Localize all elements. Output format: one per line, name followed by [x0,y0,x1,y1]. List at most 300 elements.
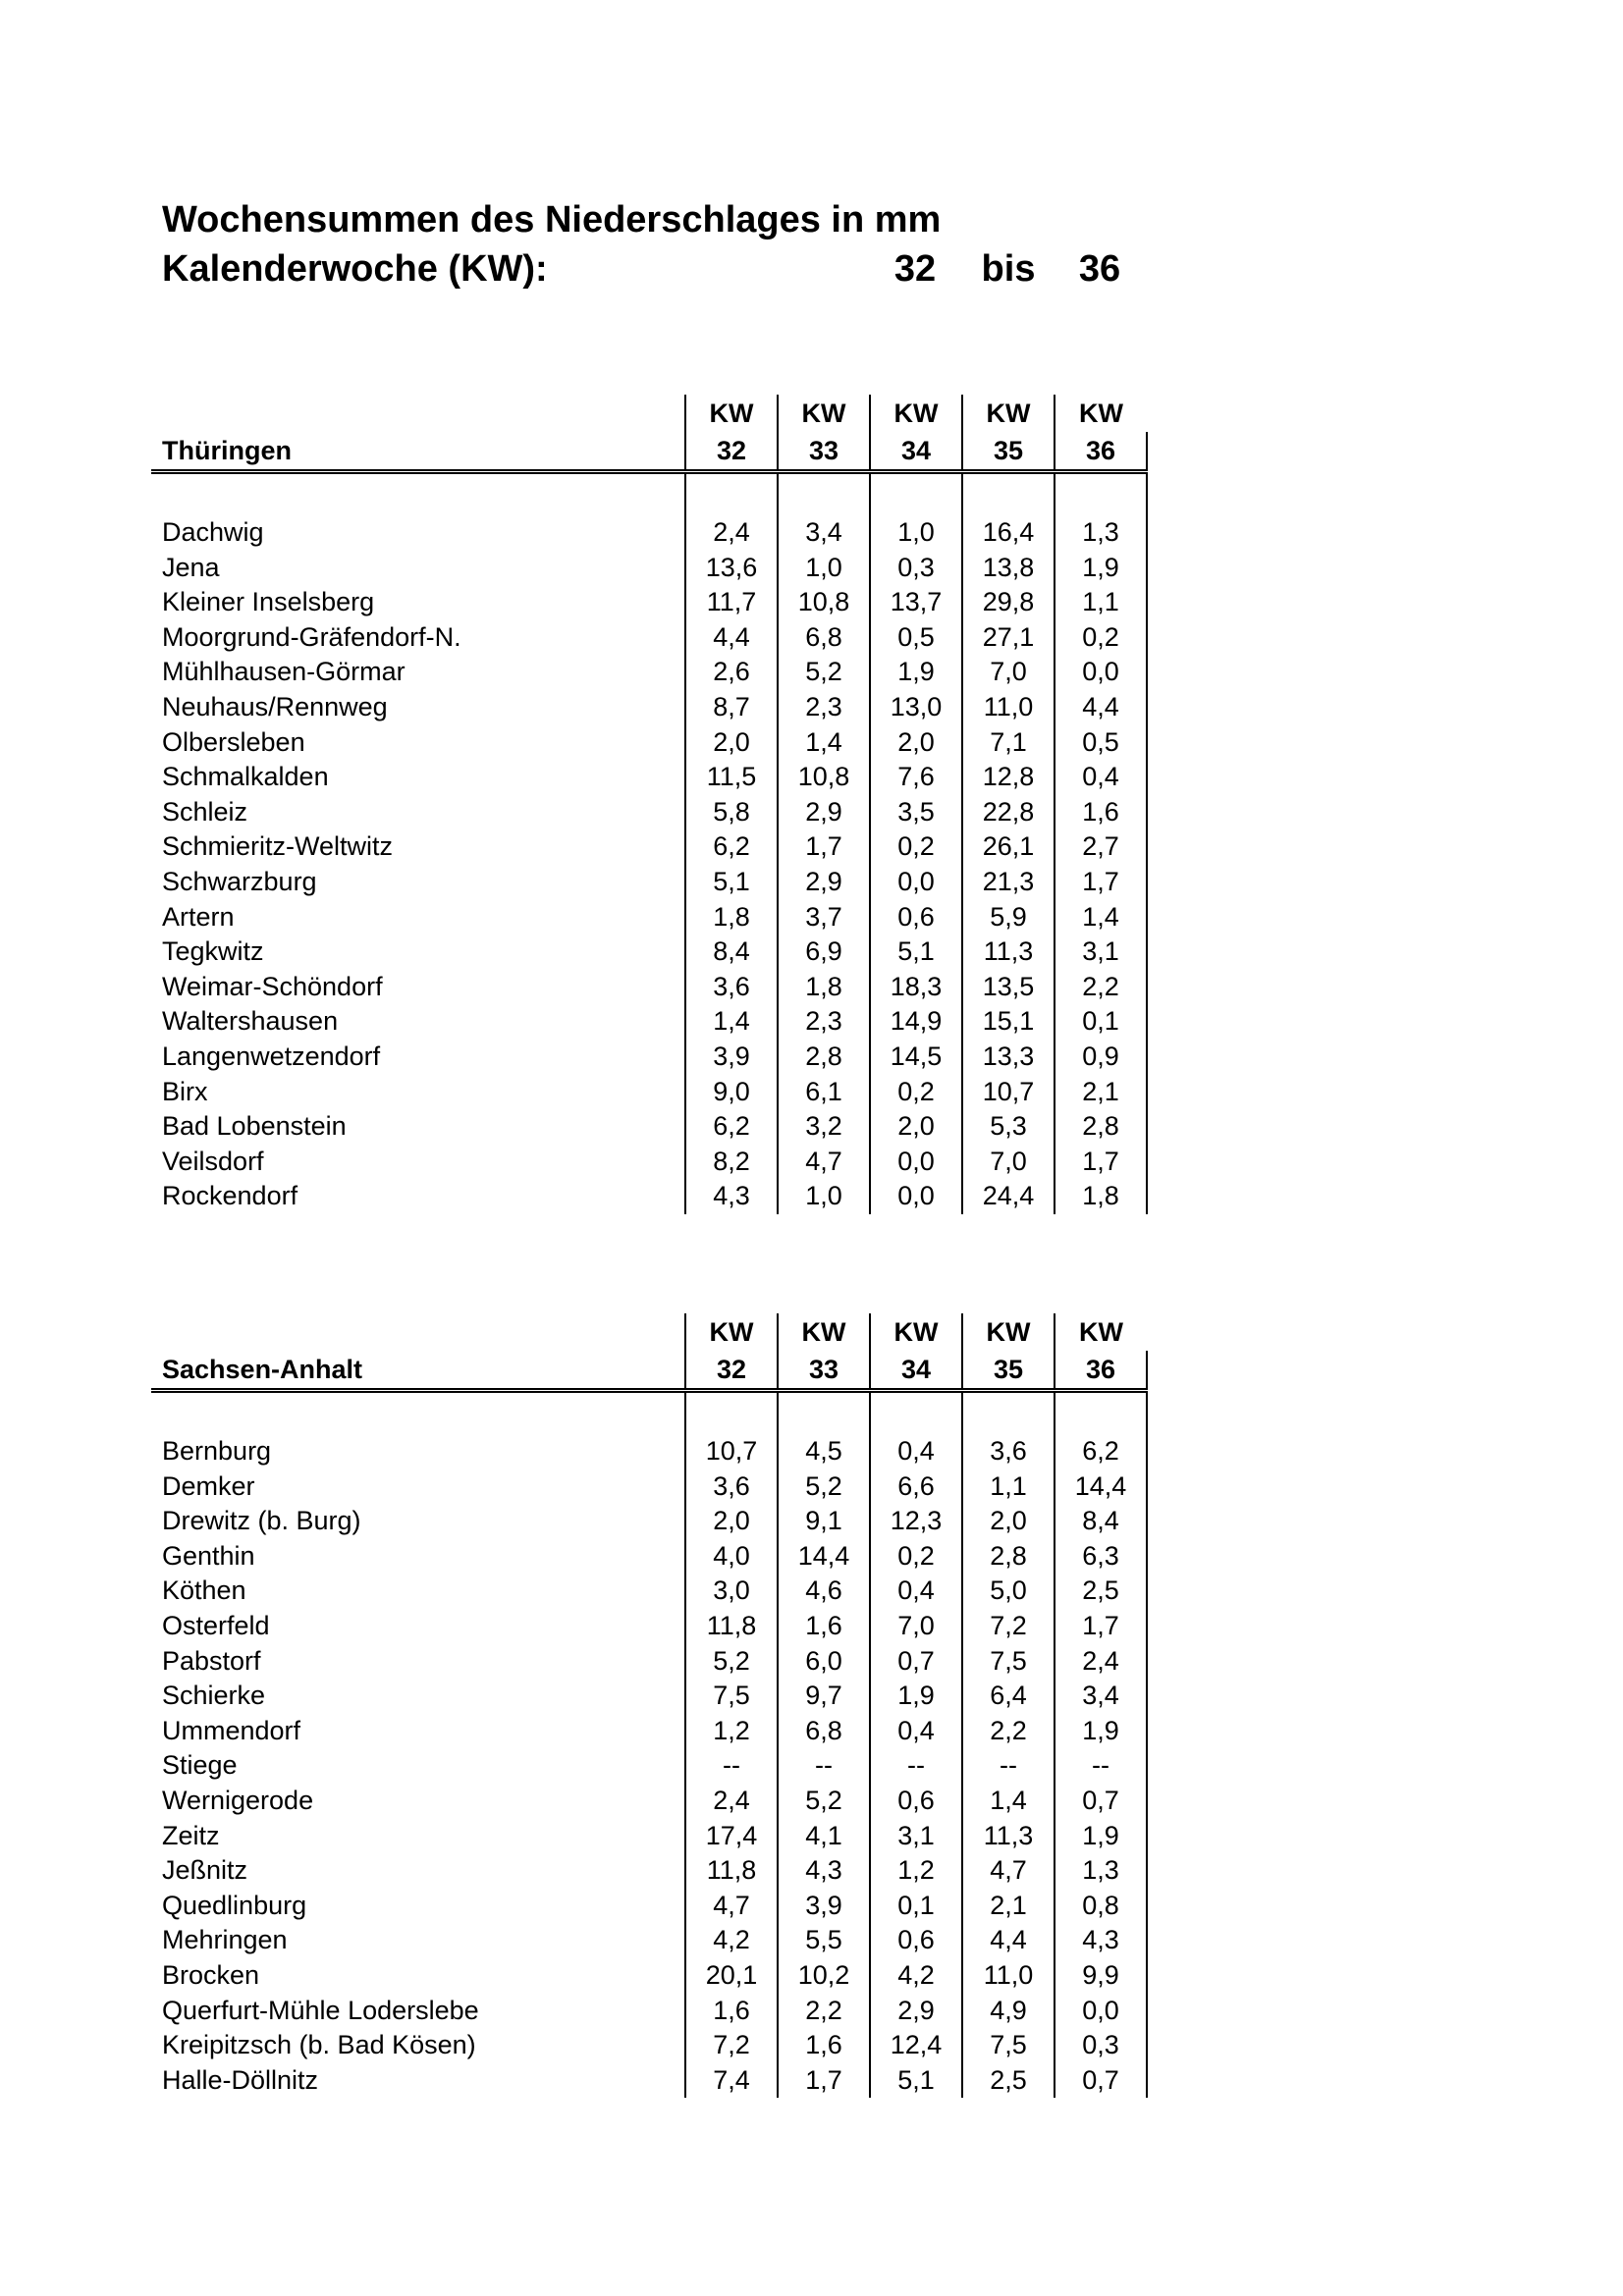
station-name: Kreipitzsch (b. Bad Kösen) [162,2030,476,2060]
precip-value: 6,6 [870,1469,962,1505]
table-row [151,1714,1147,1749]
week-number: 32 [685,1351,778,1391]
station-name: Schmieritz-Weltwitz [162,831,394,862]
precip-value: 4,5 [778,1434,870,1469]
table-row [151,1434,1147,1469]
precip-value: -- [870,1748,962,1784]
precip-value: 4,9 [962,1994,1055,2029]
page-title: Wochensummen des Niederschlages in mm [162,199,942,240]
precip-value: 2,2 [778,1994,870,2029]
precip-value: 2,3 [778,1004,870,1040]
table-row [151,970,1147,1005]
precip-value: 2,9 [778,795,870,830]
precip-value: 1,6 [778,1609,870,1644]
table-row [151,1923,1147,1958]
station-name: Olbersleben [162,726,305,757]
precip-value: 5,0 [962,1574,1055,1609]
precip-value: 4,3 [1055,1923,1147,1958]
precip-value: 0,6 [870,1784,962,1819]
precip-value: 0,7 [1055,1784,1147,1819]
table-row [151,2063,1147,2099]
table-row [151,515,1147,551]
precip-value: 1,0 [870,515,962,551]
kw-label: KW [1055,1313,1147,1351]
precip-value: 4,3 [778,1853,870,1889]
precip-value: 1,1 [962,1469,1055,1505]
precip-value: 0,4 [1055,760,1147,795]
precip-value: 3,9 [685,1040,778,1075]
table-row [151,1179,1147,1214]
precip-value: 0,7 [870,1644,962,1680]
week-range-label: Kalenderwoche (KW): [162,248,548,290]
precip-value: 14,4 [1055,1469,1147,1505]
station-name: Stiege [162,1750,238,1781]
precip-value: 3,6 [685,1469,778,1505]
station-name: Jeßnitz [162,1855,248,1886]
precip-value: 5,5 [778,1923,870,1958]
table-row [151,1504,1147,1539]
kw-label: KW [685,1313,778,1351]
precip-value: 1,7 [1055,1609,1147,1644]
precip-value: 10,8 [778,760,870,795]
precip-value: 3,6 [962,1434,1055,1469]
station-name: Schmalkalden [162,762,329,792]
precip-value: 15,1 [962,1004,1055,1040]
station-name: Birx [162,1076,208,1106]
precip-value: 2,0 [685,725,778,761]
precip-value: 6,0 [778,1644,870,1680]
precip-value: 0,4 [870,1574,962,1609]
precip-value: 1,4 [778,725,870,761]
precip-value: 6,8 [778,1714,870,1749]
table-row [151,1958,1147,1994]
precip-value: 0,4 [870,1714,962,1749]
precip-value: 1,4 [962,1784,1055,1819]
station-name: Neuhaus/Rennweg [162,691,388,721]
station-name: Zeitz [162,1820,220,1850]
precip-value: 11,7 [685,585,778,620]
section-thueringen [151,395,1153,1214]
table-row [151,620,1147,656]
precip-value: 7,0 [962,1145,1055,1180]
precip-value: 6,2 [1055,1434,1147,1469]
week-number: 34 [870,1351,962,1391]
precip-value: 1,6 [1055,795,1147,830]
precip-value: 1,4 [685,1004,778,1040]
precip-value: 0,3 [870,551,962,586]
precip-value: 3,7 [778,900,870,935]
precip-value: 8,2 [685,1145,778,1180]
table-row [151,1994,1147,2029]
precip-value: 2,0 [870,1109,962,1145]
precip-value: 4,7 [962,1853,1055,1889]
section-sachsen-anhalt [151,1313,1153,2098]
precip-value: 4,3 [685,1179,778,1214]
precip-value: 9,7 [778,1679,870,1714]
precip-value: 20,1 [685,1958,778,1994]
precip-value: 5,1 [870,2063,962,2099]
station-name: Bernburg [162,1436,272,1466]
precip-value: 1,1 [1055,585,1147,620]
table-row [151,1574,1147,1609]
precip-value: 0,5 [870,620,962,656]
precip-value: 13,3 [962,1040,1055,1075]
precip-value: 3,2 [778,1109,870,1145]
precip-value: 0,0 [870,1179,962,1214]
week-number: 36 [1055,1351,1147,1391]
precip-value: 8,4 [1055,1504,1147,1539]
table-row [151,1644,1147,1680]
table-row [151,1748,1147,1784]
station-name: Rockendorf [162,1181,298,1211]
kw-label: KW [870,1313,962,1351]
precip-value: 0,0 [1055,1994,1147,2029]
precip-value: 29,8 [962,585,1055,620]
precip-value: 5,2 [685,1644,778,1680]
precip-value: 5,1 [685,865,778,900]
table-row [151,1819,1147,1854]
precip-value: 2,9 [778,865,870,900]
kw-label: KW [870,395,962,432]
precip-value: 2,1 [1055,1075,1147,1110]
week-number: 35 [962,432,1055,472]
precip-value: 1,9 [870,1679,962,1714]
week-number: 33 [778,432,870,472]
precip-value: 0,9 [1055,1040,1147,1075]
precip-value: 5,2 [778,655,870,690]
table-row [151,551,1147,586]
region-name: Sachsen-Anhalt [151,1351,685,1391]
precip-value: 3,1 [1055,934,1147,970]
precip-value: 6,2 [685,1109,778,1145]
precip-value: 5,2 [778,1784,870,1819]
precip-value: 1,6 [778,2028,870,2063]
precip-value: 1,7 [778,2063,870,2099]
precip-value: 11,8 [685,1609,778,1644]
station-name: Halle-Döllnitz [162,2064,319,2095]
precip-value: 9,1 [778,1504,870,1539]
precip-value: 0,2 [870,1539,962,1575]
station-name: Wernigerode [162,1785,314,1815]
precip-value: 11,5 [685,760,778,795]
week-number: 36 [1055,432,1147,472]
precip-value: 6,2 [685,829,778,865]
precip-value: 7,0 [962,655,1055,690]
station-name: Ummendorf [162,1715,301,1745]
precip-value: 13,8 [962,551,1055,586]
precip-value: 1,7 [1055,1145,1147,1180]
precip-value: 0,2 [870,1075,962,1110]
precip-value: 0,7 [1055,2063,1147,2099]
precip-value: 3,4 [1055,1679,1147,1714]
precip-value: -- [1055,1748,1147,1784]
station-name: Veilsdorf [162,1146,264,1176]
precip-value: 12,4 [870,2028,962,2063]
precip-value: 2,1 [962,1889,1055,1924]
kw-label: KW [1055,395,1147,432]
precip-value: 24,4 [962,1179,1055,1214]
precip-value: 7,0 [870,1609,962,1644]
kw-label: KW [962,395,1055,432]
precip-value: 1,8 [685,900,778,935]
precip-value: 4,4 [685,620,778,656]
table-row [151,585,1147,620]
precip-value: 3,1 [870,1819,962,1854]
station-name: Artern [162,901,235,932]
precip-value: 2,4 [685,1784,778,1819]
precip-value: 14,9 [870,1004,962,1040]
table-row [151,1469,1147,1505]
table-row [151,1109,1147,1145]
precip-value: 0,0 [870,1145,962,1180]
precip-value: 1,4 [1055,900,1147,935]
region-name: Thüringen [151,432,685,472]
station-name: Tegkwitz [162,936,264,967]
week-number: 33 [778,1351,870,1391]
precip-value: 18,3 [870,970,962,1005]
station-name: Quedlinburg [162,1890,307,1920]
precip-value: 4,1 [778,1819,870,1854]
precip-value: 11,0 [962,1958,1055,1994]
precip-value: 5,8 [685,795,778,830]
precip-value: 3,9 [778,1889,870,1924]
station-name: Schleiz [162,796,248,827]
station-name: Köthen [162,1575,246,1606]
station-name: Waltershausen [162,1006,339,1037]
table-row [151,1609,1147,1644]
precip-value: 11,8 [685,1853,778,1889]
precip-value: 5,1 [870,934,962,970]
station-name: Dachwig [162,517,264,547]
precip-value: 2,5 [1055,1574,1147,1609]
precipitation-table [151,1313,1148,2098]
precip-value: 11,3 [962,1819,1055,1854]
precip-value: 0,6 [870,1923,962,1958]
precip-value: 5,9 [962,900,1055,935]
precip-value: 5,3 [962,1109,1055,1145]
kw-label: KW [685,395,778,432]
kw-label: KW [962,1313,1055,1351]
precip-value: 1,0 [778,551,870,586]
precip-value: -- [962,1748,1055,1784]
precip-value: 6,9 [778,934,870,970]
precip-value: 14,4 [778,1539,870,1575]
precip-value: 1,8 [778,970,870,1005]
precip-value: 4,4 [1055,690,1147,725]
precip-value: 7,6 [870,760,962,795]
precip-value: 17,4 [685,1819,778,1854]
precip-value: 2,0 [870,725,962,761]
precip-value: 0,1 [1055,1004,1147,1040]
table-row [151,1075,1147,1110]
precip-value: 7,4 [685,2063,778,2099]
precip-value: 0,1 [870,1889,962,1924]
table-row [151,1784,1147,1819]
precip-value: 2,7 [1055,829,1147,865]
station-name: Schwarzburg [162,866,317,896]
table-row [151,1679,1147,1714]
station-name: Schierke [162,1681,266,1711]
table-row [151,1853,1147,1889]
table-row [151,1539,1147,1575]
table-row [151,1004,1147,1040]
precip-value: 1,2 [870,1853,962,1889]
precip-value: 1,9 [1055,551,1147,586]
station-name: Weimar-Schöndorf [162,971,383,1001]
precip-value: 13,6 [685,551,778,586]
table-row [151,760,1147,795]
precip-value: 11,3 [962,934,1055,970]
precip-value: 0,0 [870,865,962,900]
station-name: Osterfeld [162,1610,270,1640]
precip-value: 5,2 [778,1469,870,1505]
precip-value: 2,2 [962,1714,1055,1749]
precip-value: 6,4 [962,1679,1055,1714]
precip-value: 1,0 [778,1179,870,1214]
table-row [151,690,1147,725]
station-name: Langenwetzendorf [162,1041,381,1071]
precip-value: 16,4 [962,515,1055,551]
precip-value: 22,8 [962,795,1055,830]
precip-value: 0,5 [1055,725,1147,761]
station-name: Genthin [162,1540,255,1571]
precip-value: 12,8 [962,760,1055,795]
table-row [151,655,1147,690]
week-number: 34 [870,432,962,472]
precip-value: 4,6 [778,1574,870,1609]
precip-value: 1,9 [1055,1819,1147,1854]
precip-value: 7,2 [685,2028,778,2063]
precip-value: 2,4 [1055,1644,1147,1680]
precip-value: 2,5 [962,2063,1055,2099]
precip-value: 10,2 [778,1958,870,1994]
precip-value: 27,1 [962,620,1055,656]
precip-value: 4,2 [870,1958,962,1994]
precip-value: -- [685,1748,778,1784]
precip-value: 4,7 [685,1889,778,1924]
precip-value: 2,8 [778,1040,870,1075]
precip-value: 8,4 [685,934,778,970]
table-row [151,865,1147,900]
station-name: Querfurt-Mühle Loderslebe [162,1995,479,2025]
precip-value: 12,3 [870,1504,962,1539]
precip-value: 3,0 [685,1574,778,1609]
precip-value: 14,5 [870,1040,962,1075]
precip-value: 4,2 [685,1923,778,1958]
week-number: 32 [685,432,778,472]
precip-value: 0,2 [1055,620,1147,656]
precipitation-table [151,395,1148,1214]
precip-value: 1,6 [685,1994,778,2029]
table-row [151,2028,1147,2063]
table-row [151,795,1147,830]
station-name: Demker [162,1470,255,1501]
precip-value: 3,5 [870,795,962,830]
precip-value: 2,0 [685,1504,778,1539]
precip-value: 11,0 [962,690,1055,725]
precip-value: 3,4 [778,515,870,551]
station-name: Drewitz (b. Burg) [162,1506,361,1536]
precip-value: 0,8 [1055,1889,1147,1924]
precip-value: 21,3 [962,865,1055,900]
week-number: 35 [962,1351,1055,1391]
precip-value: 7,2 [962,1609,1055,1644]
precip-value: 2,9 [870,1994,962,2029]
precip-value: -- [778,1748,870,1784]
kw-label: KW [778,395,870,432]
station-name: Bad Lobenstein [162,1111,347,1142]
table-row [151,1889,1147,1924]
week-range-bis: bis [981,248,1036,290]
precip-value: 4,7 [778,1145,870,1180]
table-row [151,829,1147,865]
precip-value: 0,6 [870,900,962,935]
precip-value: 2,3 [778,690,870,725]
station-name: Mehringen [162,1925,288,1955]
table-row [151,934,1147,970]
precip-value: 26,1 [962,829,1055,865]
kw-label: KW [778,1313,870,1351]
precip-value: 1,9 [1055,1714,1147,1749]
precip-value: 4,4 [962,1923,1055,1958]
precip-value: 2,0 [962,1504,1055,1539]
precip-value: 13,5 [962,970,1055,1005]
precip-value: 4,0 [685,1539,778,1575]
precip-value: 0,2 [870,829,962,865]
station-name: Kleiner Inselsberg [162,587,375,617]
table-row [151,1040,1147,1075]
precip-value: 1,8 [1055,1179,1147,1214]
week-to: 36 [1078,248,1121,290]
station-name: Mühlhausen-Görmar [162,657,406,687]
precip-value: 2,6 [685,655,778,690]
precip-value: 7,1 [962,725,1055,761]
precip-value: 13,7 [870,585,962,620]
station-name: Moorgrund-Gräfendorf-N. [162,621,461,652]
precip-value: 3,6 [685,970,778,1005]
precip-value: 9,0 [685,1075,778,1110]
precip-value: 0,4 [870,1434,962,1469]
table-row [151,900,1147,935]
station-name: Pabstorf [162,1645,261,1676]
precip-value: 1,3 [1055,515,1147,551]
precip-value: 6,1 [778,1075,870,1110]
precip-value: 1,9 [870,655,962,690]
precip-value: 10,7 [685,1434,778,1469]
station-name: Jena [162,552,220,582]
precip-value: 1,3 [1055,1853,1147,1889]
precip-value: 2,2 [1055,970,1147,1005]
precip-value: 7,5 [685,1679,778,1714]
precip-value: 7,5 [962,1644,1055,1680]
precip-value: 9,9 [1055,1958,1147,1994]
station-name: Brocken [162,1959,260,1990]
precip-value: 2,4 [685,515,778,551]
precip-value: 13,0 [870,690,962,725]
precip-value: 7,5 [962,2028,1055,2063]
precip-value: 1,7 [1055,865,1147,900]
precip-value: 6,3 [1055,1539,1147,1575]
week-from: 32 [893,248,937,290]
precip-value: 2,8 [962,1539,1055,1575]
precip-value: 1,7 [778,829,870,865]
table-row [151,725,1147,761]
precip-value: 0,0 [1055,655,1147,690]
precip-value: 2,8 [1055,1109,1147,1145]
precip-value: 1,2 [685,1714,778,1749]
precip-value: 8,7 [685,690,778,725]
table-row [151,1145,1147,1180]
